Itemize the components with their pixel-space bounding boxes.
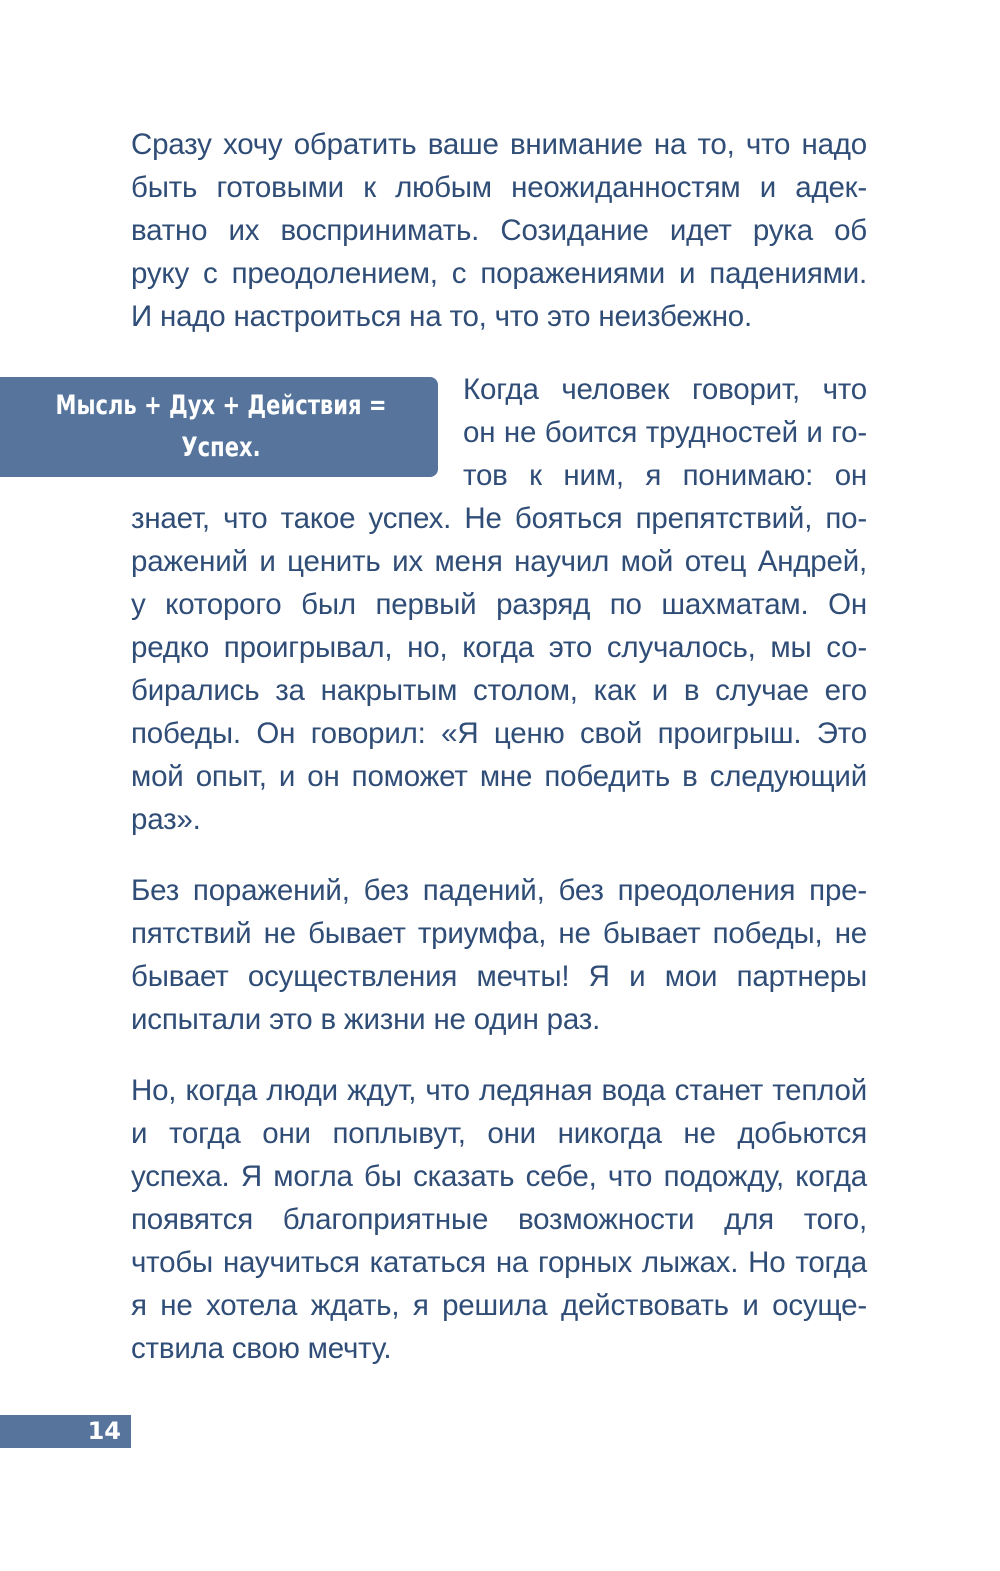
text-line: появятся благоприятные возможности для того,	[131, 1203, 867, 1236]
text-line: ражений и ценить их меня научил мой отец Андрей,	[131, 545, 867, 578]
text-line: бирались за накрытым столом, как и в случае его	[131, 674, 867, 707]
text-line: Без поражений, без падений, без преодоления пре-	[131, 874, 867, 907]
pull-quote-line-1: Мысль + Дух + Действия =	[55, 390, 387, 421]
text-line: пятствий не бывает триумфа, не бывает победы, не	[131, 917, 867, 950]
page-number-bar	[0, 1415, 131, 1448]
text-line: чтобы научиться кататься на горных лыжах. Но тогда	[131, 1246, 867, 1279]
text-line: он не боится трудностей и го-	[463, 416, 867, 449]
text-line: ватно их воспринимать. Созидание идет рука об	[131, 214, 867, 247]
text-line: ствила свою мечту.	[131, 1332, 392, 1365]
text-line: Когда человек говорит, что	[463, 373, 867, 406]
text-line: у которого был первый разряд по шахматам. Он	[131, 588, 867, 621]
text-line: победы. Он говорил: «Я ценю свой проигрыш. Это	[131, 717, 867, 750]
text-line: и тогда они поплывут, они никогда не добьются	[131, 1117, 867, 1150]
text-line: тов к ним, я понимаю: он	[463, 459, 867, 492]
text-line: раз».	[131, 803, 201, 836]
pull-quote-callout	[0, 377, 438, 477]
text-line: редко проигрывал, но, когда это случалось, мы со-	[131, 631, 867, 664]
text-line: успеха. Я могла бы сказать себе, что подожду, когда	[131, 1160, 867, 1193]
text-line: быть готовыми к любым неожиданностям и адек-	[131, 171, 867, 204]
page-number: 14	[87, 1417, 121, 1445]
text-line: И надо настроиться на то, что это неизбежно.	[131, 300, 753, 333]
text-line: я не хотела ждать, я решила действовать и осуще-	[131, 1289, 867, 1322]
text-line: Но, когда люди ждут, что ледяная вода станет теплой	[131, 1074, 867, 1107]
text-line: мой опыт, и он поможет мне победить в следующий	[131, 760, 867, 793]
text-line: Сразу хочу обратить ваше внимание на то, что надо	[131, 128, 867, 161]
pull-quote-line-2: Успех.	[181, 432, 261, 463]
text-line: знает, что такое успех. Не бояться препятствий, по-	[131, 502, 867, 535]
text-line: руку с преодолением, с поражениями и падениями.	[131, 257, 867, 290]
text-line: испытали это в жизни не один раз.	[131, 1003, 601, 1036]
text-line: бывает осуществления мечты! Я и мои партнеры	[131, 960, 867, 993]
